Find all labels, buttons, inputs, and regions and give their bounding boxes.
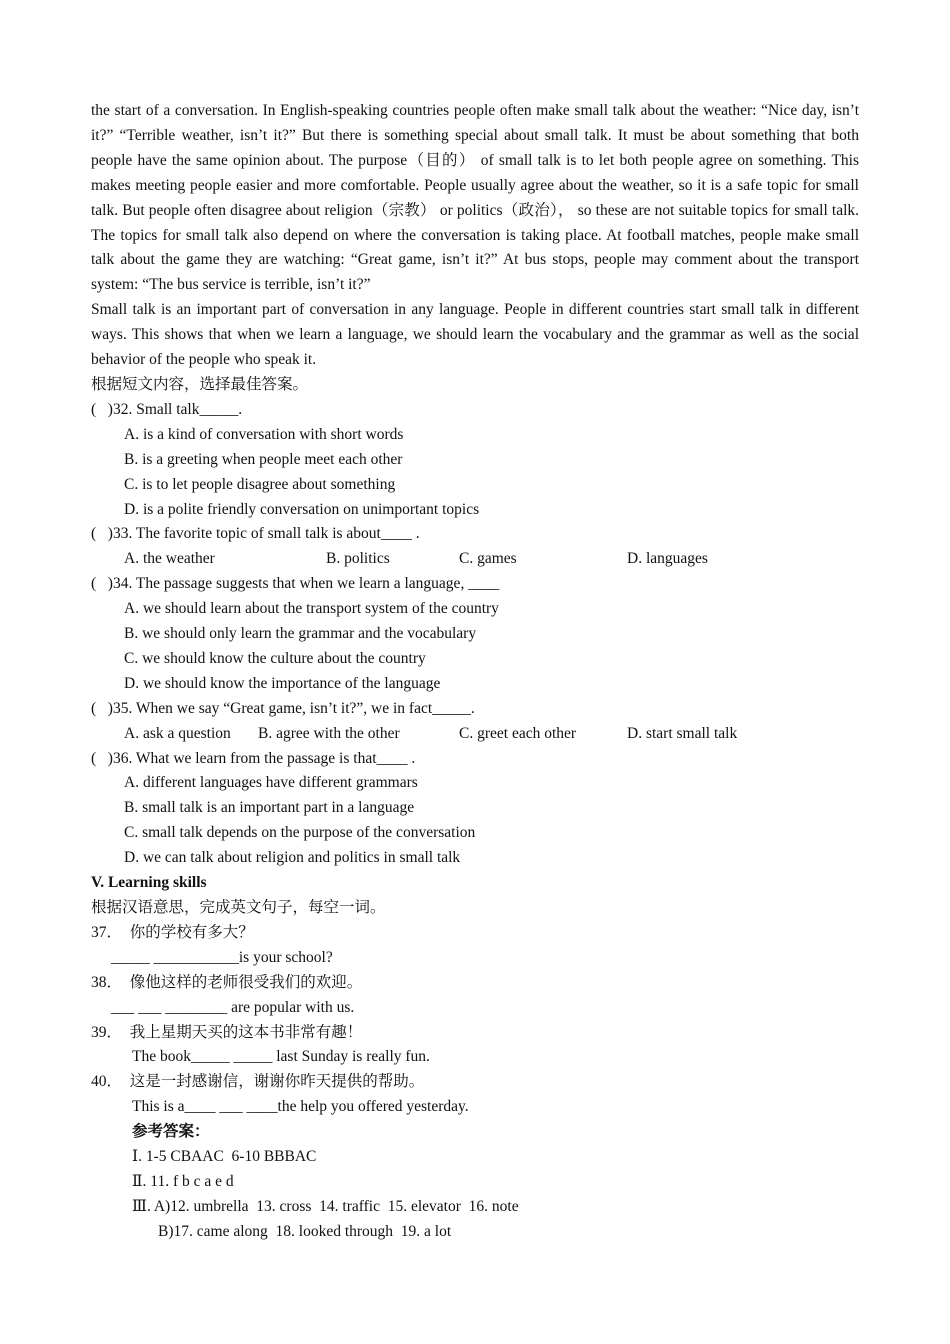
- q34-option-c: C. we should know the culture about the country: [124, 649, 426, 667]
- q36-option-a: A. different languages have different grammars: [124, 774, 418, 792]
- q34-option-b: B. we should only learn the grammar and the vocabulary: [124, 625, 477, 643]
- q33-option-c: C. games: [459, 550, 517, 568]
- item-37-chinese: 37． 你的学校有多大？: [91, 923, 254, 941]
- answers-line-2: Ⅱ. 11. f b c a e d: [132, 1172, 234, 1190]
- q35-option-c: C. greet each other: [459, 724, 577, 742]
- question-35: ( )35. When we say “Great game, isn’t it?”, we in fact_____.: [91, 699, 475, 717]
- answers-title: 参考答案：: [132, 1123, 210, 1141]
- q35-option-d: D. start small talk: [627, 724, 738, 742]
- item-37-english: _____ ___________is your school?: [111, 948, 333, 966]
- q34-option-a: A. we should learn about the transport system of the country: [124, 600, 499, 618]
- q32-option-c: C. is to let people disagree about something: [124, 475, 396, 493]
- question-36: ( )36. What we learn from the passage is that____ .: [91, 749, 416, 767]
- answers-line-4: B)17. came along 18. looked through 19. a lot: [158, 1222, 452, 1240]
- q32-option-a: A. is a kind of conversation with short words: [124, 425, 404, 443]
- question-34: ( )34. The passage suggests that when we learn a language, ____: [91, 575, 500, 593]
- item-38-chinese: 38． 像他这样的老师很受我们的欢迎。: [91, 973, 363, 991]
- q36-option-b: B. small talk is an important part in a language: [124, 799, 415, 817]
- q35-option-a: A. ask a question: [124, 724, 231, 742]
- q33-option-a: A. the weather: [124, 550, 215, 568]
- document-page: [91, 99, 859, 1245]
- q33-options: [91, 547, 859, 572]
- item-40-chinese: 40． 这是一封感谢信，谢谢你昨天提供的帮助。: [91, 1073, 425, 1091]
- q35-option-b: B. agree with the other: [258, 724, 400, 742]
- passage-paragraph-2: Small talk is an important part of conversation in any language. People in different countries start small talk in different ways. This shows that when we learn a language, we should learn the vocabulary and the grammar as well as the social behavior of the people who speak it.: [91, 301, 859, 369]
- q35-options: [91, 722, 859, 747]
- question-33: ( )33. The favorite topic of small talk is about____ .: [91, 525, 420, 543]
- q34-option-d: D. we should know the importance of the language: [124, 674, 441, 692]
- passage-paragraph-1: the start of a conversation. In English-speaking countries people often make small talk about the weather: “Nice day, isn’t it?” “Terrible weather, isn’t it?” But there is something special about small talk. It must be about something that both people have the same opinion about. The purpose（目的） of small talk is to let both people agree on something. This makes meeting people easier and more comfortable. People usually agree about the weather, so it is a safe topic for small talk. But people often disagree about religion（宗教） or politics（政治）， so these are not suitable topics for small talk. The topics for small talk also depend on where the conversation is taking place. At football matches, people make small talk about the game they are watching: “Great game, isn’t it?” At bus stops, people may comment about the transport system: “The bus service is terrible, isn’t it?”: [91, 102, 859, 294]
- q33-option-d: D. languages: [627, 550, 708, 568]
- q32-option-b: B. is a greeting when people meet each other: [124, 450, 403, 468]
- item-39-english: The book_____ _____ last Sunday is really fun.: [132, 1048, 430, 1066]
- section-5-title: V. Learning skills: [91, 874, 207, 892]
- section-5-instruction: 根据汉语意思，完成英文句子，每空一词。: [91, 899, 386, 916]
- answers-line-1: Ⅰ. 1-5 CBAAC 6-10 BBBAC: [132, 1148, 317, 1166]
- item-40-english: This is a____ ___ ____the help you offered yesterday.: [132, 1098, 469, 1116]
- reading-instruction: 根据短文内容，选择最佳答案。: [91, 375, 309, 393]
- item-39-chinese: 39． 我上星期天买的这本书非常有趣！: [91, 1023, 363, 1041]
- q36-option-c: C. small talk depends on the purpose of the conversation: [124, 824, 476, 842]
- q32-option-d: D. is a polite friendly conversation on unimportant topics: [124, 500, 480, 518]
- question-32: ( )32. Small talk_____.: [91, 400, 243, 418]
- item-38-english: ___ ___ ________ are popular with us.: [111, 998, 355, 1016]
- q33-option-b: B. politics: [326, 550, 390, 568]
- answers-line-3: Ⅲ. A)12. umbrella 13. cross 14. traffic 15. elevator 16. note: [132, 1197, 519, 1215]
- q36-option-d: D. we can talk about religion and politics in small talk: [124, 849, 461, 867]
